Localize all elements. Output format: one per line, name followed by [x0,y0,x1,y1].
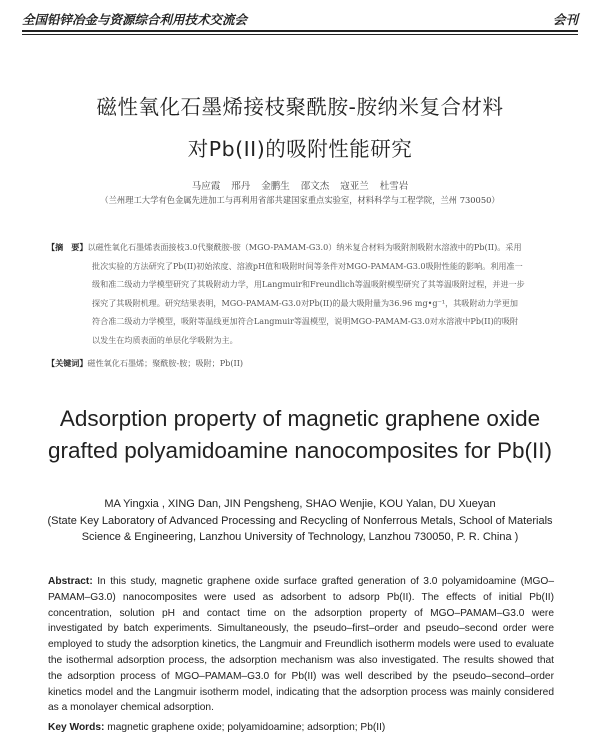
cn-abstract-label: 【摘 要】 [47,242,88,252]
en-authors: MA Yingxia , XING Dan, JIN Pengsheng, SHAO Wenjie, KOU Yalan, DU Xueyan [104,498,496,510]
en-abstract-label: Abstract: [48,576,93,587]
cn-keywords-text: 磁性氧化石墨烯；聚酰胺-胺；吸附；Pb(II) [87,358,244,368]
en-keywords-label: Key Words: [48,722,105,733]
en-keywords [48,722,554,733]
en-title-line-1: Adsorption property of magnetic graphene oxide [59,406,541,431]
en-title-line-2: grafted polyamidoamine nanocomposites for Pb(II) [47,438,552,463]
cn-authors: 马应霞 邢丹 金鹏生 邵文杰 寇亚兰 杜雪岩 [191,181,409,192]
cn-title-line-1: 磁性氧化石墨烯接枝聚酰胺-胺纳米复合材料 [96,95,504,119]
en-abstract-text: In this study, magnetic graphene oxide surface grafted generation of 3.0 polyamidoamine (MGO–PAMAM–G3.0) nanocomposites were used as adsorbent to adsorp Pb(II). The effects of initial Pb(II) concentration, solution pH and contact time on the adsorption property of MGO–PAMAM–G3.0 were investigated by batch experiments. Simultaneously, the pseudo–first–order and pseudo–second order were employed to study the adsorption kinetics, the Langmuir and Freundlich isotherm models were used to evaluate the isothermal adsorption process, the adsorption mechanism was also investigated. The results showed that the adsorption process of MGO–PAMAM–G3.0 for Pb(II) was well described by the pseudo–second–order kinetics model and the Langmuir isotherm model, indicating that the adsorption process was mainly considered as a monolayer chemical adsorption. [48,576,554,714]
en-affiliation-line-1: (State Key Laboratory of Advanced Processing and Recycling of Nonferrous Metals, School of Materials [47,515,553,527]
en-keywords-text: magnetic graphene oxide; polyamidoamine; adsorption; Pb(II) [104,722,386,733]
en-affiliation-line-2: Science & Engineering, Lanzhou University of Technology, Lanzhou 730050, P. R. China ) [81,531,519,543]
header-conference-name: 全国铅锌冶金与资源综合利用技术交流会 [22,12,248,27]
cn-keywords [47,358,481,369]
cn-abstract-text: 以磁性氧化石墨烯表面接枝3.0代聚酰胺-胺（MGO-PAMAM-G3.0）纳米复合材料为吸附剂吸附水溶液中的Pb(II)。采用批次实验的方法研究了Pb(II)初始浓度、溶液pH值和吸附时间等条件对MGO-PAMAM-G3.0吸附性能的影响。利用准一级和准二级动力学模型研究了其吸附动力学，用Langmuir和Freundlich等温吸附模型研究了其等温吸附过程，并进一步探究了其吸附机理。研究结果表明，MGO-PAMAM-G3.0对Pb(II)的最大吸附量为36.96 mg•g⁻¹，其吸附动力学更加符合准二级动力学模型，吸附等温线更加符合Langmuir等温模型，说明MGO-PAMAM-G3.0对水溶液中Pb(II)的吸附以发生在均质表面的单层化学吸附为主。 [87,242,525,345]
cn-title-line-2: 对Pb(II)的吸附性能研究 [187,137,413,161]
en-abstract [48,574,554,716]
cn-affiliation: （兰州理工大学有色金属先进加工与再利用省部共建国家重点实验室，材料科学与工程学院，兰州 730050） [100,195,500,205]
header-rule-thick [22,30,578,32]
cn-keywords-label: 【关键词】 [47,358,88,368]
header-journal-label: 会刊 [552,12,578,27]
cn-abstract [47,238,526,350]
header-rule-thin [22,34,578,35]
